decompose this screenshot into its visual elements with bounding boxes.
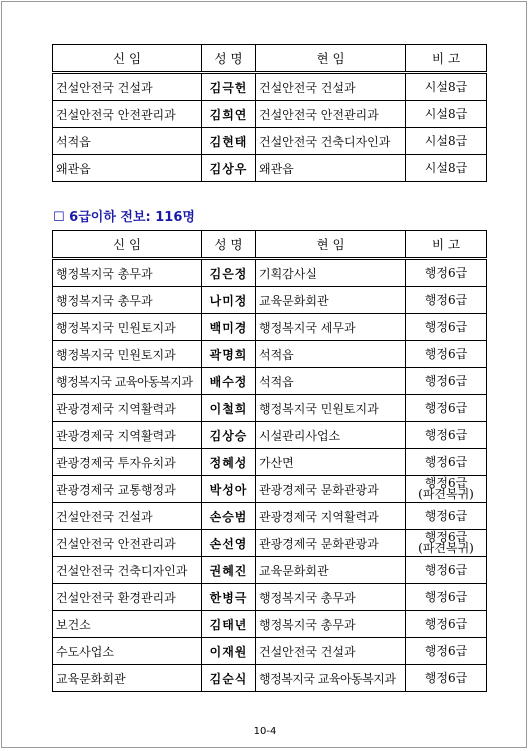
- name-cell: 김극헌: [202, 73, 256, 101]
- table-row: [53, 155, 487, 182]
- remarks-cell: 행정6급: [406, 638, 487, 665]
- current-post-cell: 시설관리사업소: [256, 422, 406, 449]
- header-remarks: 비 고: [406, 45, 487, 73]
- table-row: [53, 259, 487, 287]
- remarks-cell: [406, 476, 487, 503]
- new-post-cell: 석적읍: [53, 128, 202, 155]
- table-row: [53, 638, 487, 665]
- table-row: [53, 476, 487, 503]
- table-row: [53, 101, 487, 128]
- new-post-cell: 건설안전국 환경관리과: [53, 584, 202, 611]
- new-post-cell: 행정복지국 교육아동복지과: [53, 368, 202, 395]
- new-post-cell: 행정복지국 총무과: [53, 259, 202, 287]
- current-post-cell: 교육문화회관: [256, 557, 406, 584]
- personnel-table-promotion: [52, 44, 487, 182]
- header-current-post: 현 임: [256, 45, 406, 73]
- current-post-cell: 관광경제국 문화관광과: [256, 530, 406, 557]
- new-post-cell: 행정복지국 총무과: [53, 287, 202, 314]
- remarks-cell: 시설8급: [406, 73, 487, 101]
- remarks-cell: 행정6급: [406, 665, 487, 692]
- table-header-row: [53, 231, 487, 259]
- name-cell: 나미정: [202, 287, 256, 314]
- name-cell: 배수정: [202, 368, 256, 395]
- new-post-cell: 행정복지국 민원토지과: [53, 341, 202, 368]
- remarks-cell: 시설8급: [406, 101, 487, 128]
- new-post-cell: 관광경제국 지역활력과: [53, 422, 202, 449]
- current-post-cell: 행정복지국 총무과: [256, 584, 406, 611]
- remarks-cell: 행정6급: [406, 368, 487, 395]
- name-cell: 김현태: [202, 128, 256, 155]
- name-cell: 박성아: [202, 476, 256, 503]
- table-row: [53, 530, 487, 557]
- name-cell: 김은정: [202, 259, 256, 287]
- table-header-row: [53, 45, 487, 73]
- name-cell: 김상우: [202, 155, 256, 182]
- table-row: [53, 128, 487, 155]
- current-post-cell: 건설안전국 건축디자인과: [256, 128, 406, 155]
- name-cell: 김태년: [202, 611, 256, 638]
- new-post-cell: 건설안전국 안전관리과: [53, 101, 202, 128]
- name-cell: 한병극: [202, 584, 256, 611]
- remarks-dispatch-return: (파견복귀): [418, 541, 474, 555]
- name-cell: 김상승: [202, 422, 256, 449]
- table-row: [53, 422, 487, 449]
- current-post-cell: 관광경제국 문화관광과: [256, 476, 406, 503]
- current-post-cell: 기획감사실: [256, 259, 406, 287]
- remarks-cell: 시설8급: [406, 128, 487, 155]
- remarks-cell: 행정6급: [406, 341, 487, 368]
- header-remarks: 비 고: [406, 231, 487, 259]
- name-cell: 김희연: [202, 101, 256, 128]
- table-row: [53, 584, 487, 611]
- current-post-cell: 석적읍: [256, 341, 406, 368]
- table-row: [53, 73, 487, 101]
- remarks-cell: 행정6급: [406, 503, 487, 530]
- page-number: 10-4: [253, 726, 277, 737]
- remarks-cell: 행정6급: [406, 287, 487, 314]
- name-cell: 정혜성: [202, 449, 256, 476]
- remarks-cell: 행정6급: [406, 611, 487, 638]
- table-row: [53, 341, 487, 368]
- new-post-cell: 관광경제국 지역활력과: [53, 395, 202, 422]
- header-name: 성 명: [202, 45, 256, 73]
- name-cell: 이재원: [202, 638, 256, 665]
- new-post-cell: 건설안전국 건설과: [53, 503, 202, 530]
- remarks-cell: 행정6급: [406, 314, 487, 341]
- current-post-cell: 행정복지국 세무과: [256, 314, 406, 341]
- table-row: [53, 368, 487, 395]
- remarks-dispatch-return: (파견복귀): [418, 487, 474, 501]
- remarks-cell: 행정6급: [406, 422, 487, 449]
- new-post-cell: 건설안전국 건축디자인과: [53, 557, 202, 584]
- name-cell: 김순식: [202, 665, 256, 692]
- current-post-cell: 석적읍: [256, 368, 406, 395]
- remarks-cell: 행정6급: [406, 584, 487, 611]
- section-heading-transfer: ☐ 6급이하 전보: 116명: [53, 210, 195, 225]
- current-post-cell: 행정복지국 민원토지과: [256, 395, 406, 422]
- remarks-grade: 행정6급: [424, 476, 468, 490]
- table-row: [53, 557, 487, 584]
- remarks-cell: 행정6급: [406, 395, 487, 422]
- current-post-cell: 관광경제국 지역활력과: [256, 503, 406, 530]
- new-post-cell: 건설안전국 안전관리과: [53, 530, 202, 557]
- header-new-post: 신 임: [53, 45, 202, 73]
- new-post-cell: 관광경제국 투자유치과: [53, 449, 202, 476]
- name-cell: 이철희: [202, 395, 256, 422]
- remarks-cell: 행정6급: [406, 259, 487, 287]
- current-post-cell: 건설안전국 안전관리과: [256, 101, 406, 128]
- current-post-cell: 교육문화회관: [256, 287, 406, 314]
- current-post-cell: 가산면: [256, 449, 406, 476]
- new-post-cell: 수도사업소: [53, 638, 202, 665]
- new-post-cell: 관광경제국 교통행정과: [53, 476, 202, 503]
- remarks-cell: 행정6급: [406, 449, 487, 476]
- table-row: [53, 287, 487, 314]
- personnel-table-transfer: [52, 230, 487, 692]
- header-name: 성 명: [202, 231, 256, 259]
- new-post-cell: 행정복지국 민원토지과: [53, 314, 202, 341]
- remarks-cell: [406, 530, 487, 557]
- new-post-cell: 건설안전국 건설과: [53, 73, 202, 101]
- header-new-post: 신 임: [53, 231, 202, 259]
- name-cell: 곽명희: [202, 341, 256, 368]
- current-post-cell: 건설안전국 건설과: [256, 73, 406, 101]
- remarks-grade: 행정6급: [424, 530, 468, 544]
- current-post-cell: 행정복지국 총무과: [256, 611, 406, 638]
- name-cell: 백미경: [202, 314, 256, 341]
- name-cell: 손승범: [202, 503, 256, 530]
- name-cell: 권혜진: [202, 557, 256, 584]
- name-cell: 손선영: [202, 530, 256, 557]
- table-row: [53, 503, 487, 530]
- current-post-cell: 건설안전국 건설과: [256, 638, 406, 665]
- current-post-cell: 행정복지국 교육아동복지과: [256, 665, 406, 692]
- table-row: [53, 611, 487, 638]
- table-row: [53, 314, 487, 341]
- table-row: [53, 449, 487, 476]
- new-post-cell: 왜관읍: [53, 155, 202, 182]
- current-post-cell: 왜관읍: [256, 155, 406, 182]
- table-row: [53, 665, 487, 692]
- remarks-cell: 행정6급: [406, 557, 487, 584]
- remarks-cell: 시설8급: [406, 155, 487, 182]
- header-current-post: 현 임: [256, 231, 406, 259]
- new-post-cell: 교육문화회관: [53, 665, 202, 692]
- table-row: [53, 395, 487, 422]
- new-post-cell: 보건소: [53, 611, 202, 638]
